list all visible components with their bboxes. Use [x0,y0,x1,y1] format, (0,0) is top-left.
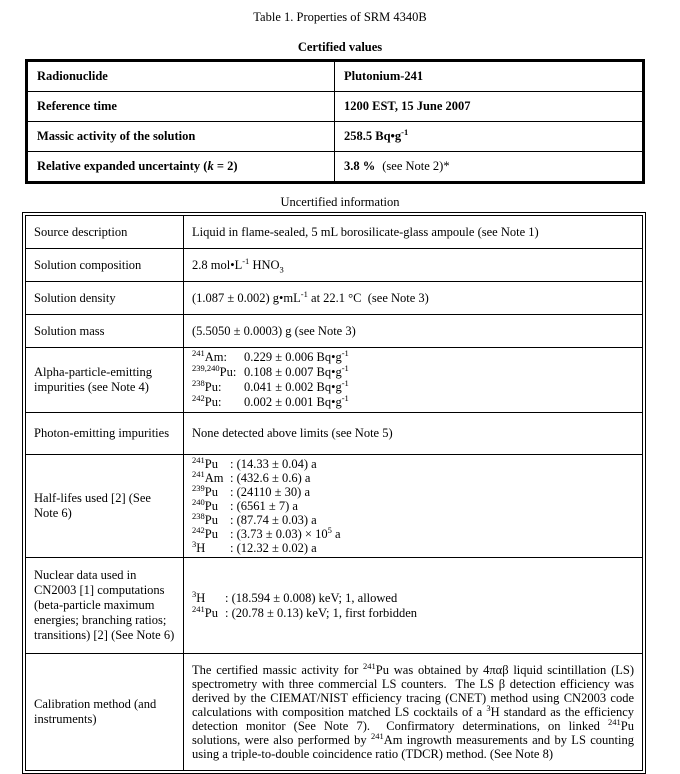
row-value-cell: 2.8 $mol•L^{-1}$ $HNO_3$ [184,249,643,282]
page-title: Table 1. Properties of SRM 4340B [253,10,427,24]
impurity-line: $^{239,240}$Pu: 0.108 ± 0.007 $Bq•g^{-1}$ [192,362,349,379]
table-row-radionuclide [27,61,644,92]
uncertainty-value: 3.8 % [344,159,376,173]
row-value-cell: Liquid in flame-sealed, 5 mL borosilicate-glass ampoule (see Note 1) [184,216,643,249]
row-label-cell: Photon-emitting impurities [26,413,184,455]
table-row-source-description [26,216,642,249]
uncertified-information-table [26,216,642,770]
nuclear-data-line: $^{241}$Pu : (20.78 ± 0.13) keV; 1, first forbidden [192,603,418,620]
half-life-line: $^{239}$Pu : (24110 ± 30) a [192,482,310,499]
table-row-half-lifes [26,455,642,558]
row-label-cell: Reference time [27,92,335,122]
table-row-expanded-uncertainty [27,152,644,183]
impurity-line: $^{238}$Pu: 0.041 ± 0.002 $Bq•g^{-1}$ [192,377,349,394]
row-value-cell [335,152,644,183]
row-value-cell [184,455,643,558]
row-value-cell: (5.5050 ± 0.0003) g (see Note 3) [184,315,643,348]
row-value-cell: (1.087 ± 0.002) $g•mL^{-1}$ at 22.1 °C (see Note 3) [184,282,643,315]
table-row-alpha-impurities [26,348,642,413]
row-label-cell: Radionuclide [27,61,335,92]
row-label-cell: Nuclear data used in CN2003 [1] computations (beta-particle maximum energies; branching ratios; transitions) [2] (See Note 6) [26,558,184,654]
half-life-line: $^{241}$Pu : (14.33 ± 0.04) a [192,454,317,471]
calibration-method-paragraph: The certified massic activity for $^{241}$Pu was obtained by 4παβ liquid scintillation (LS) spectrometry with three commercial LS counters. The LS β detection efficiency was derived by the CIEMAT/NIST efficiency tracing (CNET) method using CN2003 code calculations with composition matched LS cocktails of a $^3$H standard as the efficiency detection monitor (See Note 7). Confirmatory determinations, on linked $^{241}$Pu solutions, were also performed by $^{241}$Am ingrowth measurements and by LS counting using a triple-to-double coincidence ratio (TDCR) method. (See Note 8) [192,660,634,761]
table-row-reference-time [27,92,644,122]
row-value-cell [184,348,643,413]
half-life-line: $^{241}$Am : (432.6 ± 0.6) a [192,468,311,485]
uncertainty-note: (see Note 2)* [382,159,450,173]
row-label-cell: Relative expanded uncertainty (k = 2) [27,152,335,183]
impurity-line: $^{241}$Am: 0.229 ± 0.006 $Bq•g^{-1}$ [192,347,349,364]
row-value-cell: 1200 EST, 15 June 2007 [335,92,644,122]
half-life-line: $^{238}$Pu : (87.74 ± 0.03) a [192,510,317,527]
table-row-photon-impurities [26,413,642,455]
row-label-cell: Alpha-particle-emitting impurities (see Note 4) [26,348,184,413]
nuclear-data-line: $^3$H : (18.594 ± 0.008) keV; 1, allowed [192,588,398,605]
table-row-massic-activity [27,122,644,152]
row-label-cell: Solution mass [26,315,184,348]
table-row-solution-density [26,282,642,315]
row-value-cell [184,558,643,654]
row-label-cell: Source description [26,216,184,249]
table-row-solution-mass [26,315,642,348]
row-value-cell: 258.5 $Bq•g^{-1}$ [335,122,644,152]
row-value-cell: Plutonium-241 [335,61,644,92]
row-label-cell: Half-lifes used [2] (See Note 6) [26,455,184,558]
table-row-nuclear-data [26,558,642,654]
row-label-cell: Massic activity of the solution [27,122,335,152]
row-value-cell: None detected above limits (see Note 5) [184,413,643,455]
table-row-calibration-method [26,654,642,771]
uncertified-table-border [22,212,646,774]
row-label-cell: Solution composition [26,249,184,282]
row-value-cell [184,654,643,771]
impurity-line: $^{242}$Pu: 0.002 ± 0.001 $Bq•g^{-1}$ [192,392,349,409]
row-label-cell: Calibration method (and instruments) [26,654,184,771]
row-label-cell: Solution density [26,282,184,315]
certified-values-heading: Certified values [297,40,383,54]
uncertified-information-heading: Uncertified information [280,195,400,209]
half-life-line: $^3$H : (12.32 ± 0.02) a [192,538,317,555]
half-life-line: $^{242}$Pu : $(3.73 \pm 0.03) \times 10^5$ a [192,524,341,541]
certified-values-table [25,59,645,184]
table-row-solution-composition [26,249,642,282]
half-life-line: $^{240}$Pu : (6561 ± 7) a [192,496,298,513]
